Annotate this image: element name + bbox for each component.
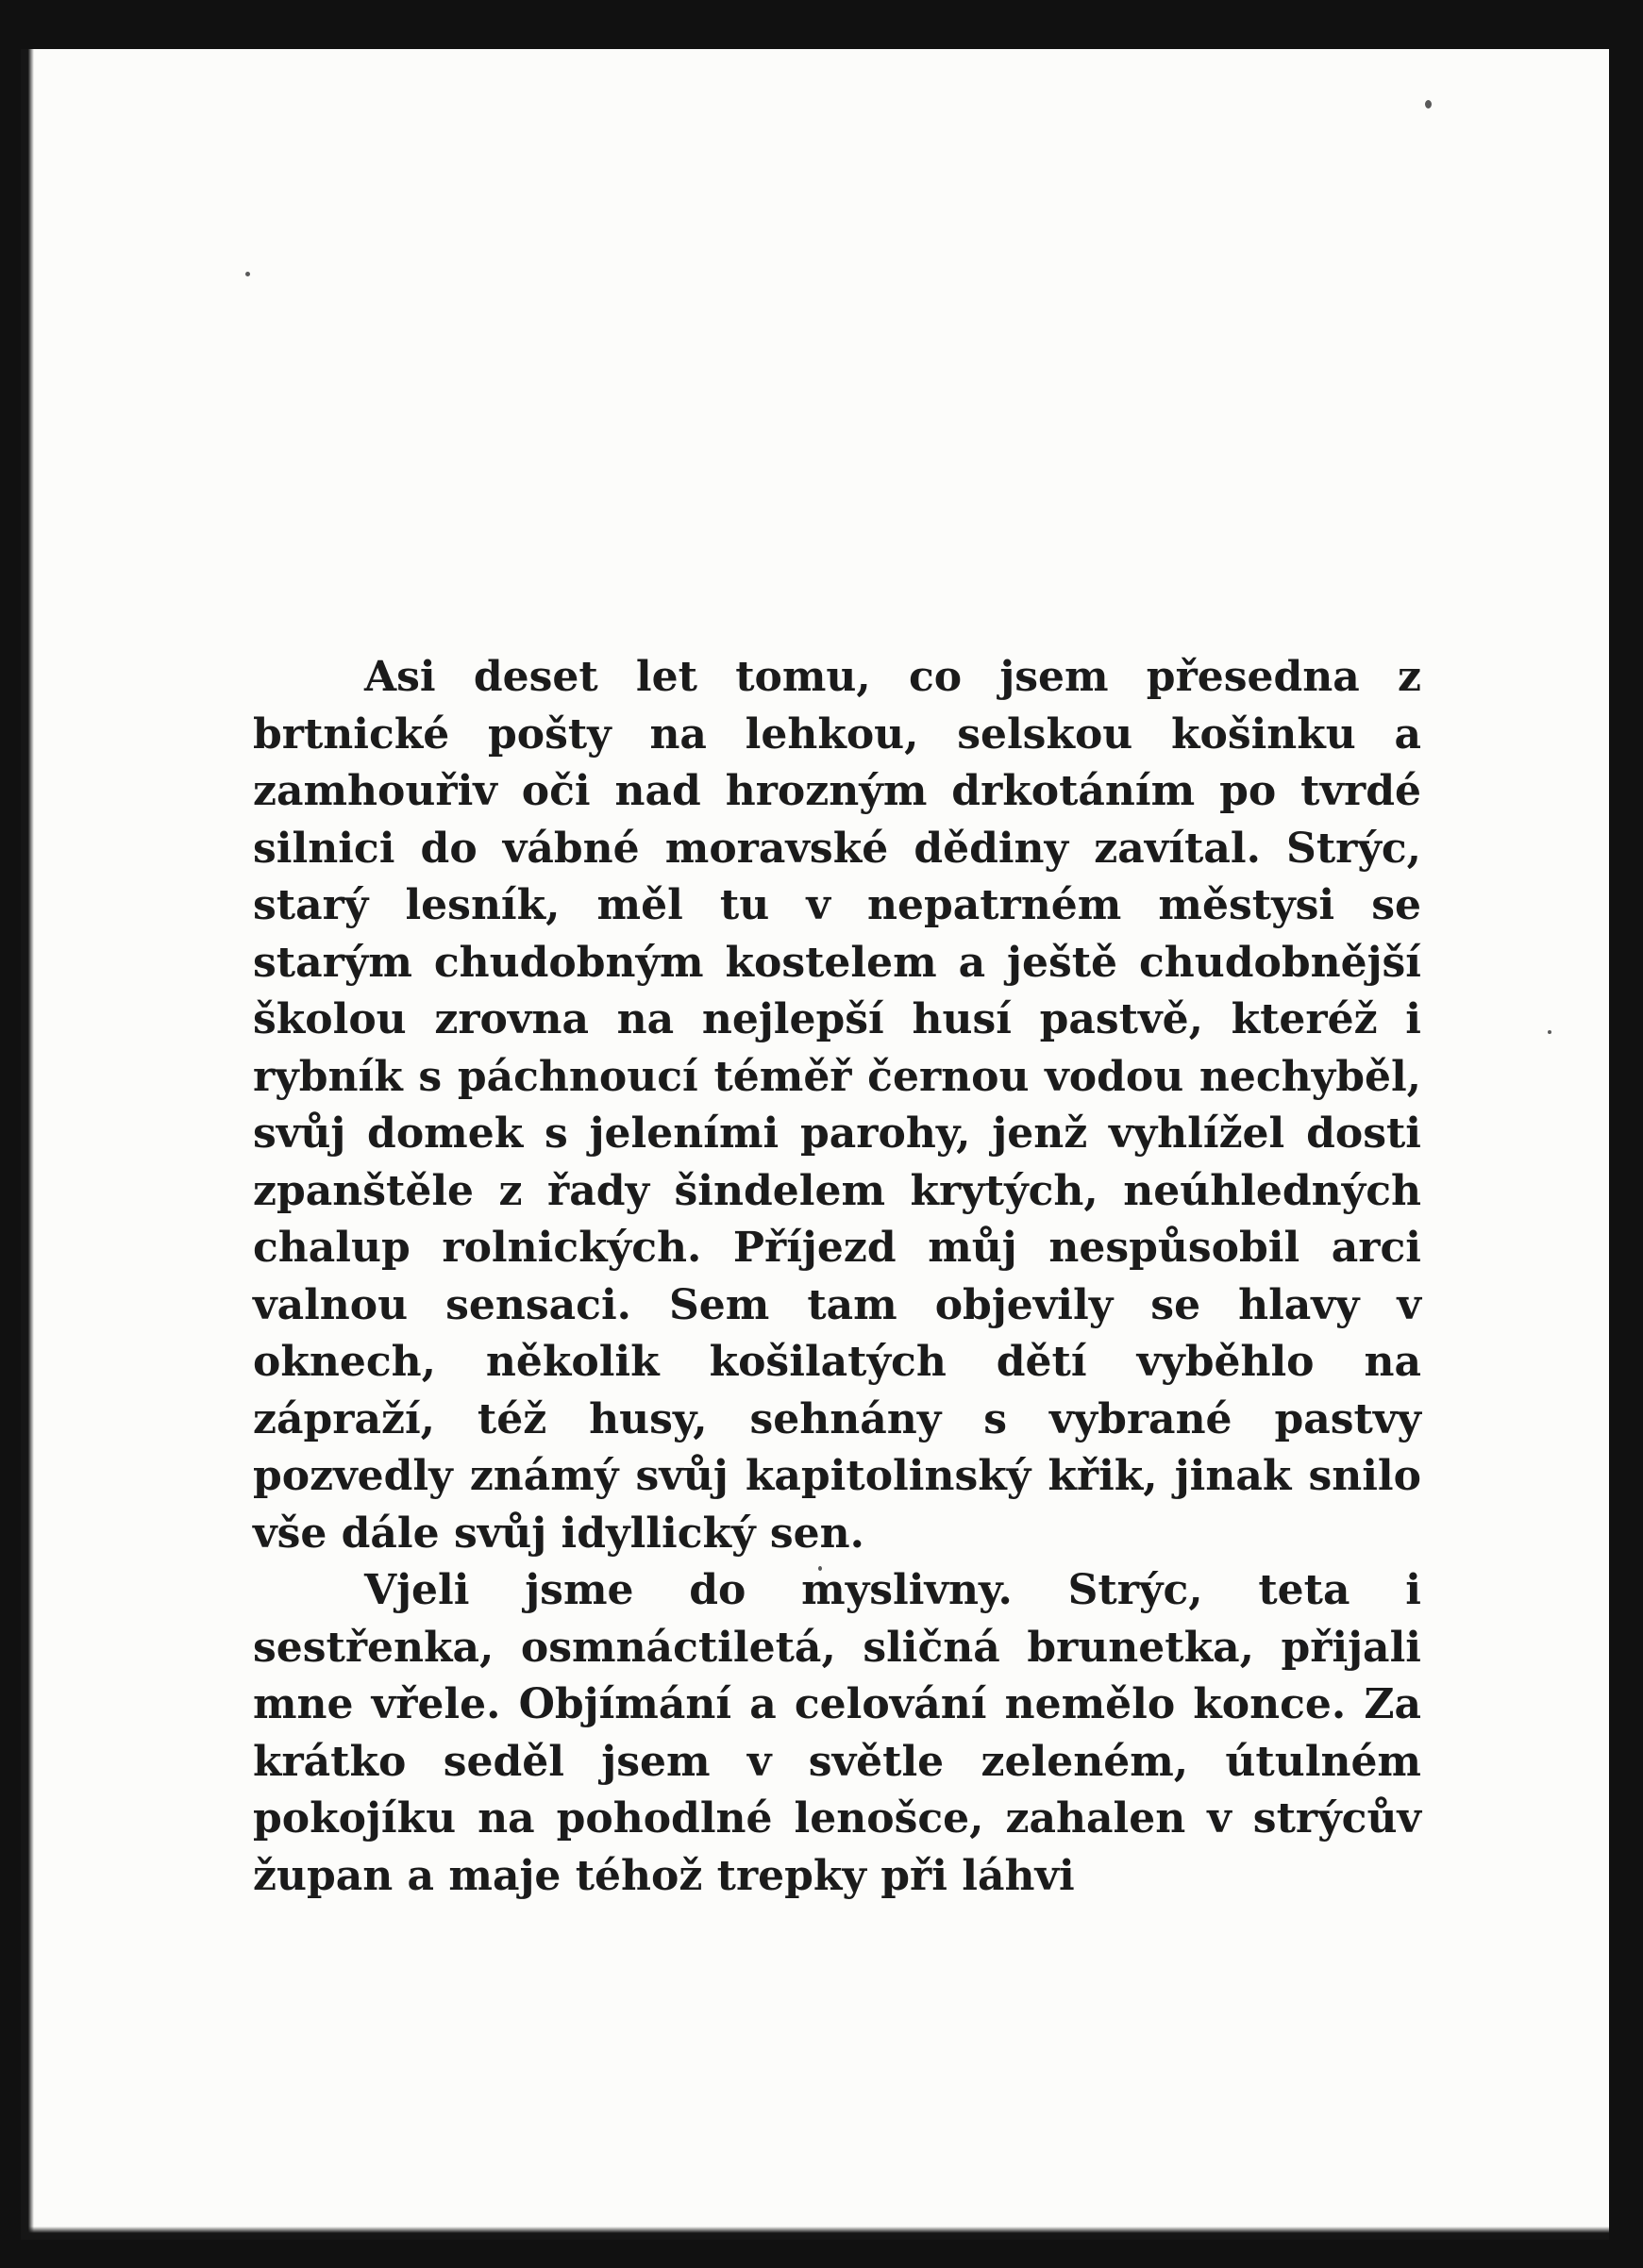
paper-speck <box>1425 100 1432 108</box>
scanned-page <box>21 49 1609 2240</box>
paragraph: Vjeli jsme do myslivny. Strýc, teta i sestřenka, osmnáctiletá, sličná brunetka, přijali mne vřele. Objímání a celování nemělo konce. Za krátko seděl jsem v světle zeleném, útulném pokojíku na pohodlné lenošce, zahalen v strýcův župan a maje téhož trepky při láhvi <box>253 1566 1421 1900</box>
paper-speck <box>1548 1030 1551 1034</box>
paper-speck <box>245 272 250 276</box>
paragraph: Asi deset let tomu, co jsem přesedna z brtnické pošty na lehkou, selskou košinku a zamhouřiv oči nad hrozným drkotáním po tvrdé silnici do vábné moravské dědiny zavítal. Strýc, starý lesník, měl tu v nepatrném městysi se starým chudobným kostelem a ještě chudobnější školou zrovna na nejlepší husí pastvě, kteréž i rybník s páchnoucí téměř černou vodou nechyběl, svůj domek s jeleními parohy, jenž vyhlížel dosti zpanštěle z řady šindelem krytých, neúhledných chalup rolnických. Příjezd můj nespůsobil arci valnou sensaci. Sem tam objevily se hlavy v oknech, několik košilatých dětí vyběhlo na zápraží, též husy, sehnány s vybrané pastvy pozvedly známý svůj kapitolinský křik, jinak snilo vše dále svůj idyllický sen. <box>253 653 1421 1558</box>
bottom-edge-shadow <box>21 2226 1609 2240</box>
binding-shadow <box>21 49 34 2240</box>
body-text <box>253 649 1421 1905</box>
